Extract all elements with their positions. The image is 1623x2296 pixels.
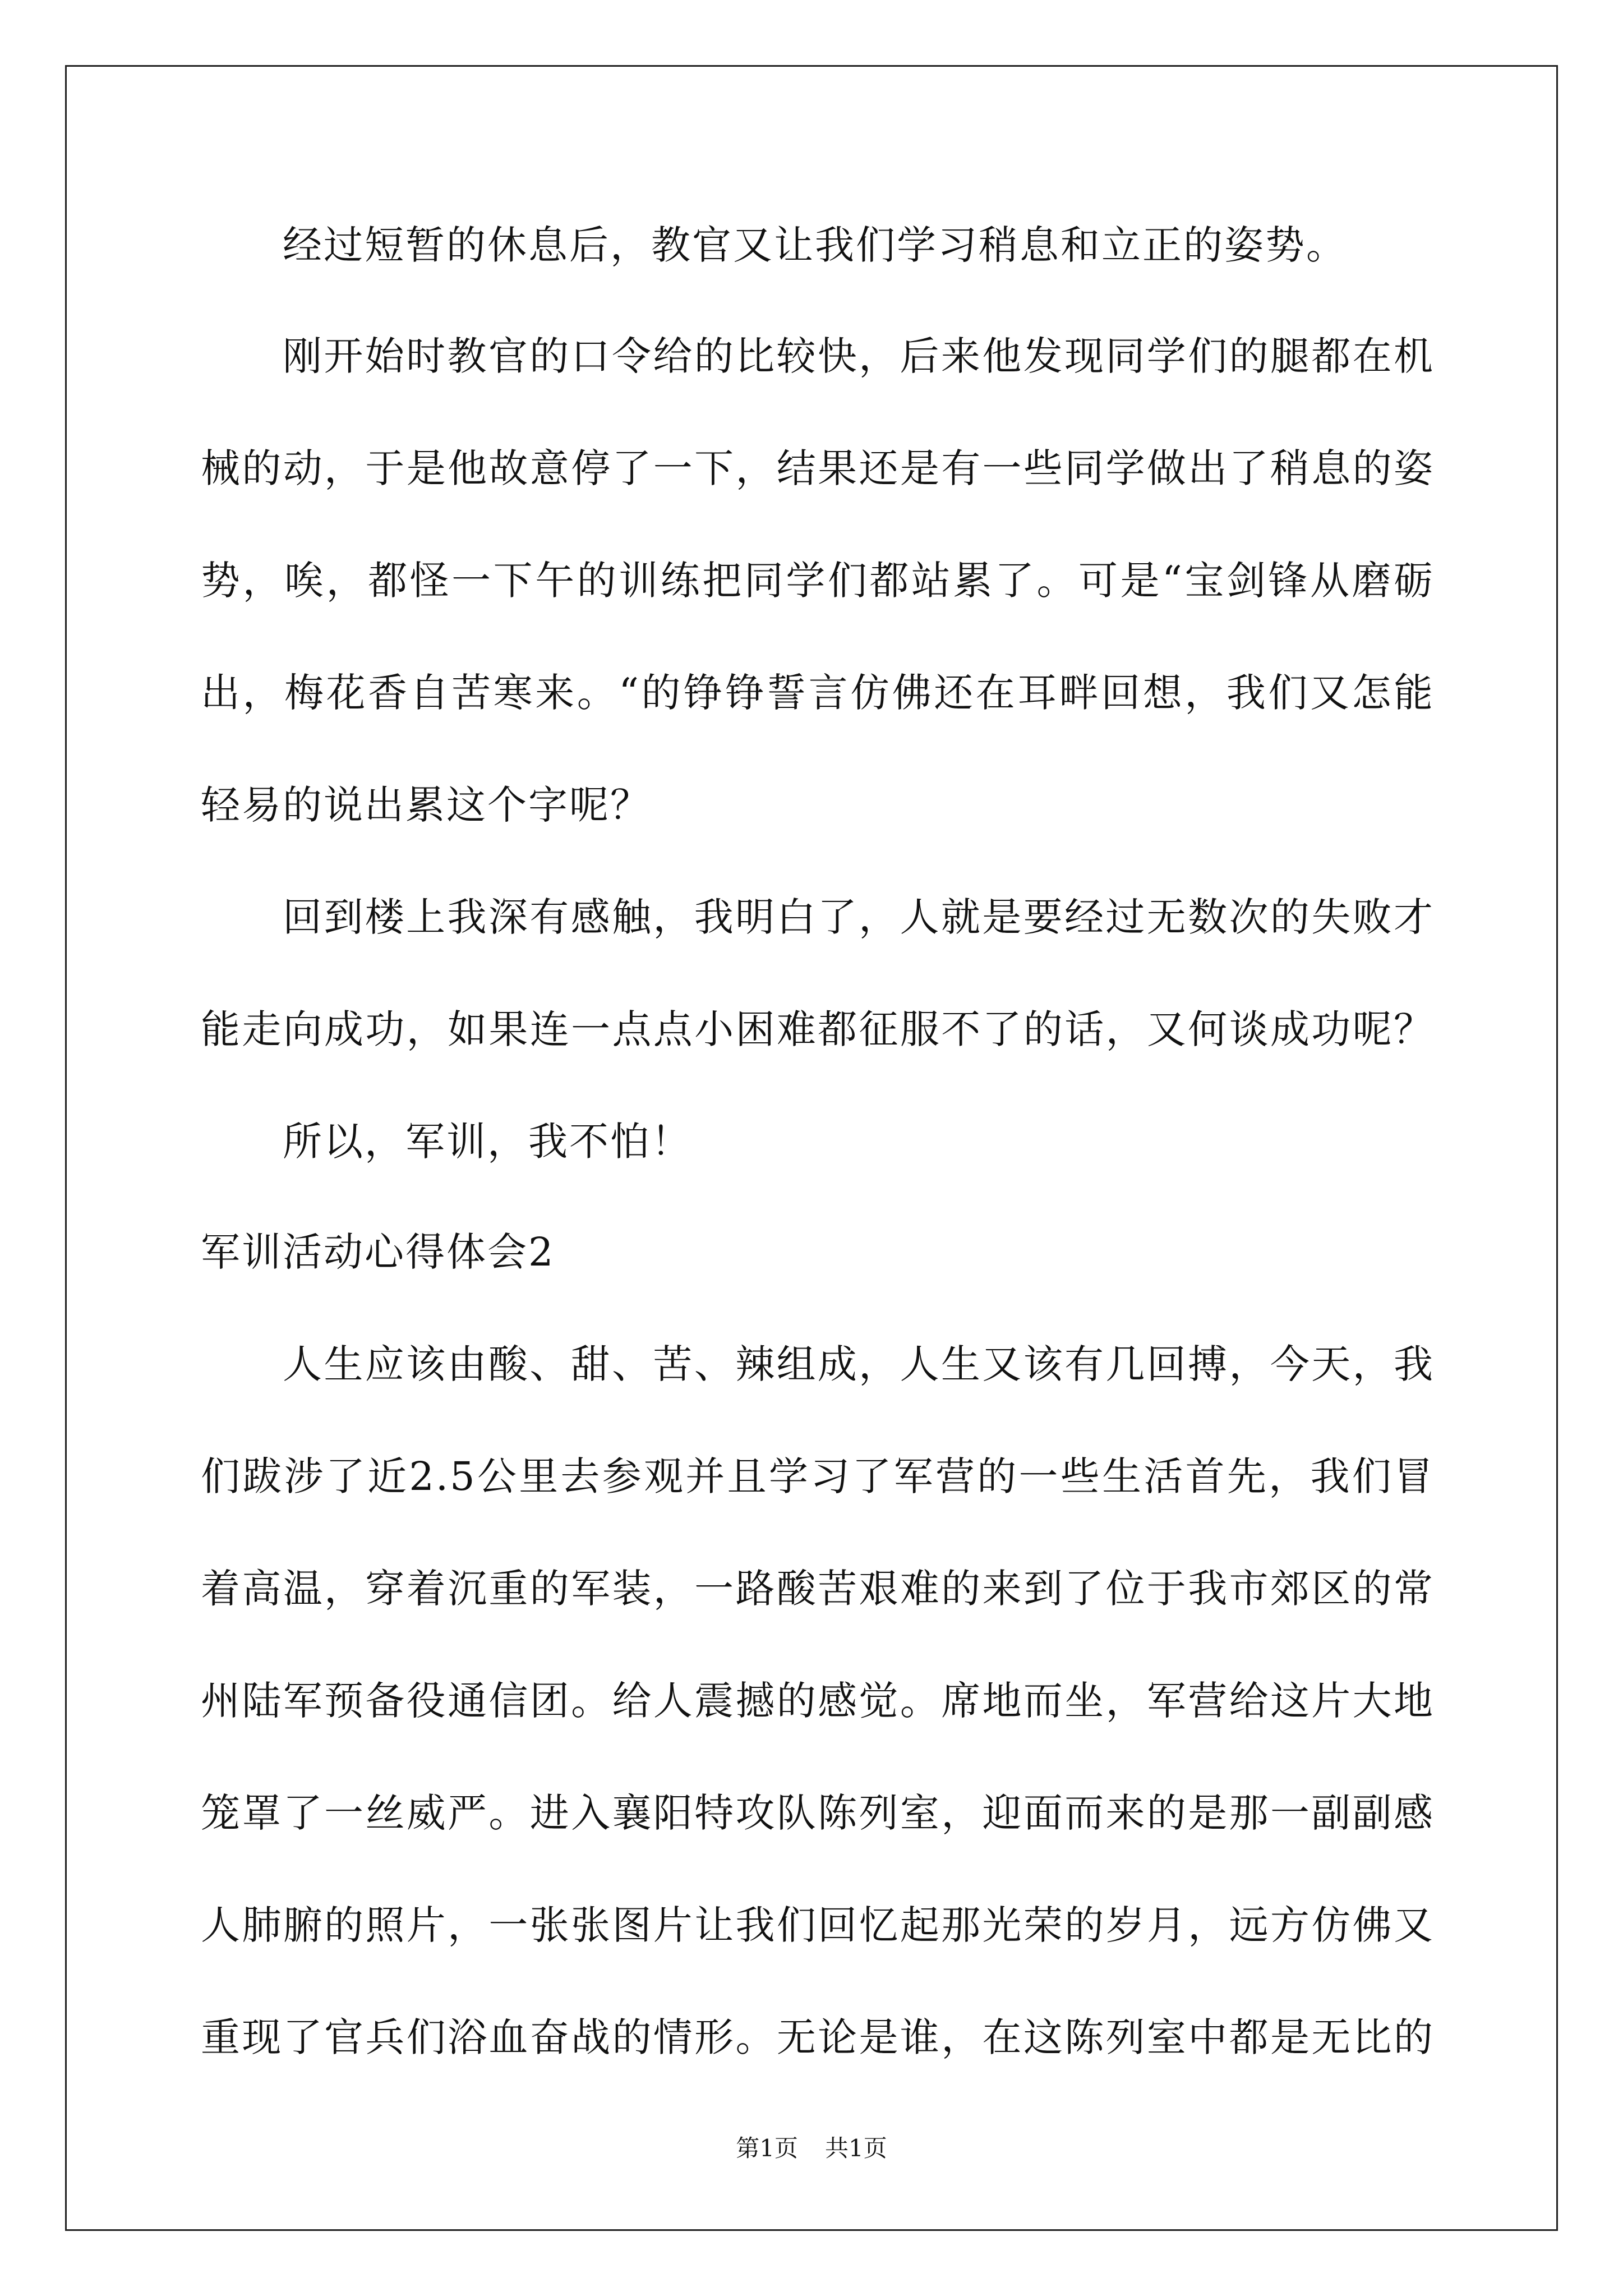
section-heading: 军训活动心得体会2 <box>201 1229 555 1275</box>
paragraph-line: 人肺腑的照片，一张张图片让我们回忆起那光荣的岁月，远方仿佛又 <box>201 1902 1435 1948</box>
paragraph-line: 械的动，于是他故意停了一下，结果还是有一些同学做出了稍息的姿 <box>201 445 1435 491</box>
paragraph-line: 所以，军训，我不怕！ <box>283 1119 692 1165</box>
paragraph-line: 经过短暂的休息后，教官又让我们学习稍息和立正的姿势。 <box>283 222 1347 268</box>
page-number: 第1页 <box>736 2134 798 2162</box>
paragraph-line: 轻易的说出累这个字呢？ <box>201 782 651 828</box>
paragraph-line: 出，梅花香自苦寒来。“的铮铮誓言仿佛还在耳畔回想，我们又怎能 <box>201 670 1435 716</box>
paragraph-line: 能走向成功，如果连一点点小困难都征服不了的话，又何谈成功呢？ <box>201 1006 1435 1052</box>
paragraph-line: 州陆军预备役通信团。给人震撼的感觉。席地而坐，军营给这片大地 <box>201 1678 1435 1724</box>
paragraph-line: 人生应该由酸、甜、苦、辣组成，人生又该有几回搏，今天，我 <box>283 1341 1435 1387</box>
paragraph-line: 重现了官兵们浴血奋战的情形。无论是谁，在这陈列室中都是无比的 <box>201 2014 1435 2060</box>
paragraph-line: 回到楼上我深有感触，我明白了，人就是要经过无数次的失败才 <box>283 894 1435 940</box>
paragraph-line: 着高温，穿着沉重的军装，一路酸苦艰难的来到了位于我市郊区的常 <box>201 1566 1435 1612</box>
paragraph-line: 刚开始时教官的口令给的比较快，后来他发现同学们的腿都在机 <box>283 333 1435 379</box>
page-total: 共1页 <box>825 2134 887 2162</box>
paragraph-line: 们跋涉了近2.5公里去参观并且学习了军营的一些生活首先，我们冒 <box>201 1453 1435 1499</box>
page-footer <box>0 2132 1623 2165</box>
paragraph-line: 势，唉，都怪一下午的训练把同学们都站累了。可是“宝剑锋从磨砺 <box>201 558 1435 604</box>
paragraph-line: 笼罩了一丝威严。进入襄阳特攻队陈列室，迎面而来的是那一副副感 <box>201 1790 1435 1836</box>
